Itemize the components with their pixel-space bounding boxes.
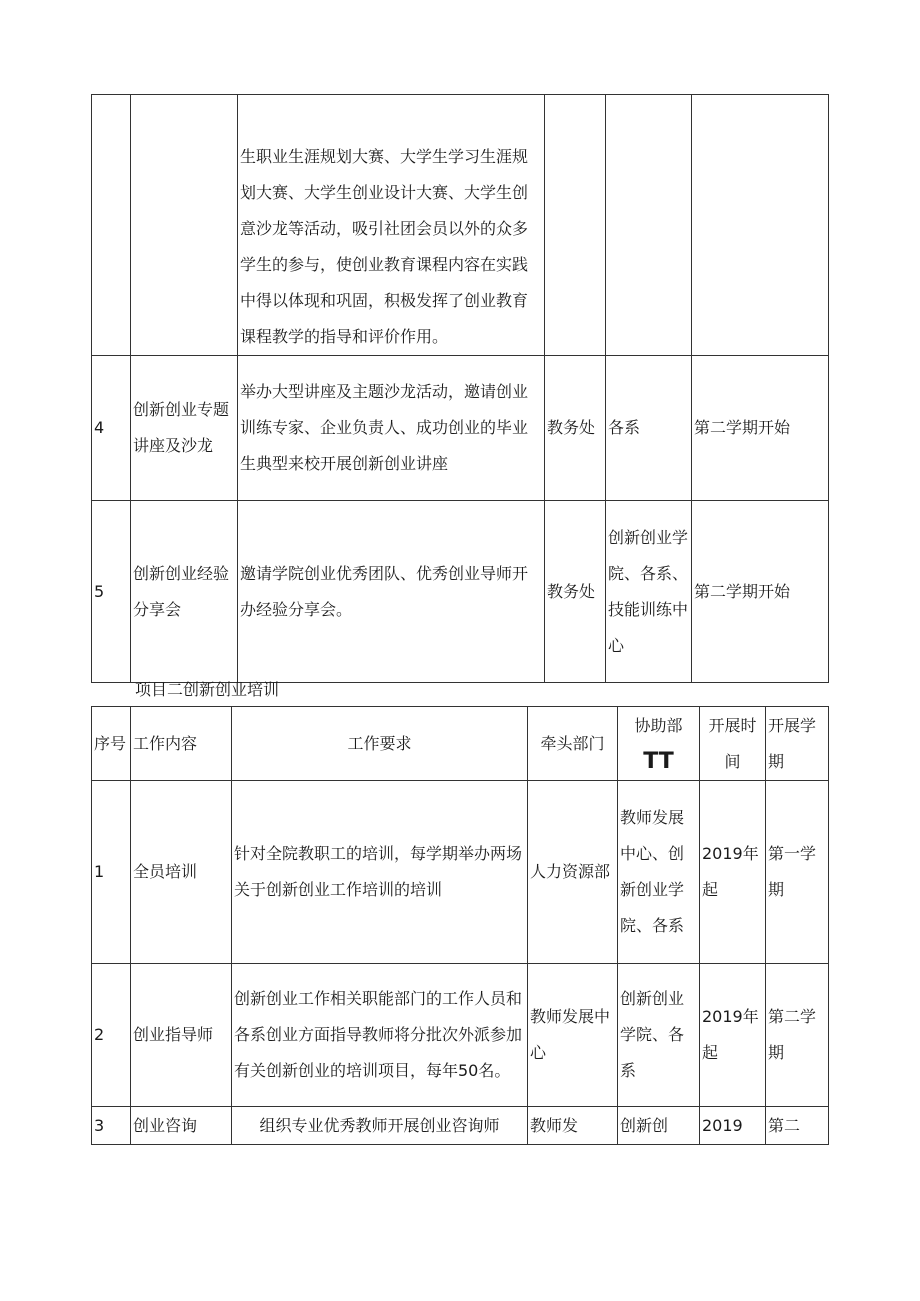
cell-no: 1 bbox=[92, 781, 131, 964]
cell-lead: 人力资源部 bbox=[528, 781, 618, 964]
header-assist bbox=[618, 707, 700, 781]
cell-lead: 教师发展中心 bbox=[528, 964, 618, 1107]
cell-content: 创新创业经验分享会 bbox=[131, 501, 238, 683]
table-innovation-activities bbox=[91, 94, 829, 683]
cell-requirement: 组织专业优秀教师开展创业咨询师 bbox=[232, 1107, 528, 1145]
table-row bbox=[92, 964, 829, 1107]
cell-content: 全员培训 bbox=[131, 781, 232, 964]
header-assist-line2: TT bbox=[643, 748, 674, 774]
table-row bbox=[92, 501, 829, 683]
cell-content: 创新创业专题讲座及沙龙 bbox=[131, 356, 238, 501]
cell-lead bbox=[545, 95, 606, 356]
cell-assist: 创新创业学院、各系、技能训练中心 bbox=[606, 501, 692, 683]
cell-requirement: 创新创业工作相关职能部门的工作人员和各系创业方面指导教师将分批次外派参加有关创新创业的培训项目，每年50名。 bbox=[232, 964, 528, 1107]
cell-assist: 创新创 bbox=[618, 1107, 700, 1145]
cell-term: 第二学期 bbox=[766, 964, 829, 1107]
cell-no bbox=[92, 95, 131, 356]
header-term: 开展学期 bbox=[766, 707, 829, 781]
cell-time: 第二学期开始 bbox=[692, 501, 829, 683]
cell-assist: 创新创业学院、各系 bbox=[618, 964, 700, 1107]
cell-assist bbox=[606, 95, 692, 356]
header-no: 序号 bbox=[92, 707, 131, 781]
cell-assist: 各系 bbox=[606, 356, 692, 501]
header-lead: 牵头部门 bbox=[528, 707, 618, 781]
cell-no: 5 bbox=[92, 501, 131, 683]
cell-time bbox=[692, 95, 829, 356]
cell-assist: 教师发展中心、创新创业学院、各系 bbox=[618, 781, 700, 964]
cell-no: 4 bbox=[92, 356, 131, 501]
cell-term: 第一学期 bbox=[766, 781, 829, 964]
cell-time: 2019 bbox=[700, 1107, 766, 1145]
cell-no: 2 bbox=[92, 964, 131, 1107]
cell-content: 创业指导师 bbox=[131, 964, 232, 1107]
section-caption: 项目二创新创业培训 bbox=[135, 680, 280, 699]
cell-requirement: 举办大型讲座及主题沙龙活动，邀请创业训练专家、企业负责人、成功创业的毕业生典型来校开展创新创业讲座 bbox=[238, 356, 545, 501]
header-requirement: 工作要求 bbox=[232, 707, 528, 781]
cell-time: 2019年起 bbox=[700, 781, 766, 964]
cell-lead: 教务处 bbox=[545, 356, 606, 501]
cell-requirement: 针对全院教职工的培训，每学期举办两场关于创新创业工作培训的培训 bbox=[232, 781, 528, 964]
cell-lead: 教师发 bbox=[528, 1107, 618, 1145]
table-row bbox=[92, 356, 829, 501]
table-row bbox=[92, 1107, 829, 1145]
cell-no: 3 bbox=[92, 1107, 131, 1145]
cell-lead: 教务处 bbox=[545, 501, 606, 683]
cell-term: 第二 bbox=[766, 1107, 829, 1145]
table-row bbox=[92, 95, 829, 356]
cell-requirement: 生职业生涯规划大赛、大学生学习生涯规划大赛、大学生创业设计大赛、大学生创意沙龙等活动，吸引社团会员以外的众多学生的参与，使创业教育课程内容在实践中得以体现和巩固，积极发挥了创业教育课程教学的指导和评价作用。 bbox=[238, 95, 545, 356]
header-assist-line1: 协助部 bbox=[634, 715, 683, 735]
cell-requirement: 邀请学院创业优秀团队、优秀创业导师开办经验分享会。 bbox=[238, 501, 545, 683]
cell-content: 创业咨询 bbox=[131, 1107, 232, 1145]
cell-time: 第二学期开始 bbox=[692, 356, 829, 501]
header-time: 开展时间 bbox=[700, 707, 766, 781]
table-header-row bbox=[92, 707, 829, 781]
cell-content bbox=[131, 95, 238, 356]
header-content: 工作内容 bbox=[131, 707, 232, 781]
table-innovation-training bbox=[91, 706, 829, 1145]
cell-time: 2019年起 bbox=[700, 964, 766, 1107]
table-row bbox=[92, 781, 829, 964]
